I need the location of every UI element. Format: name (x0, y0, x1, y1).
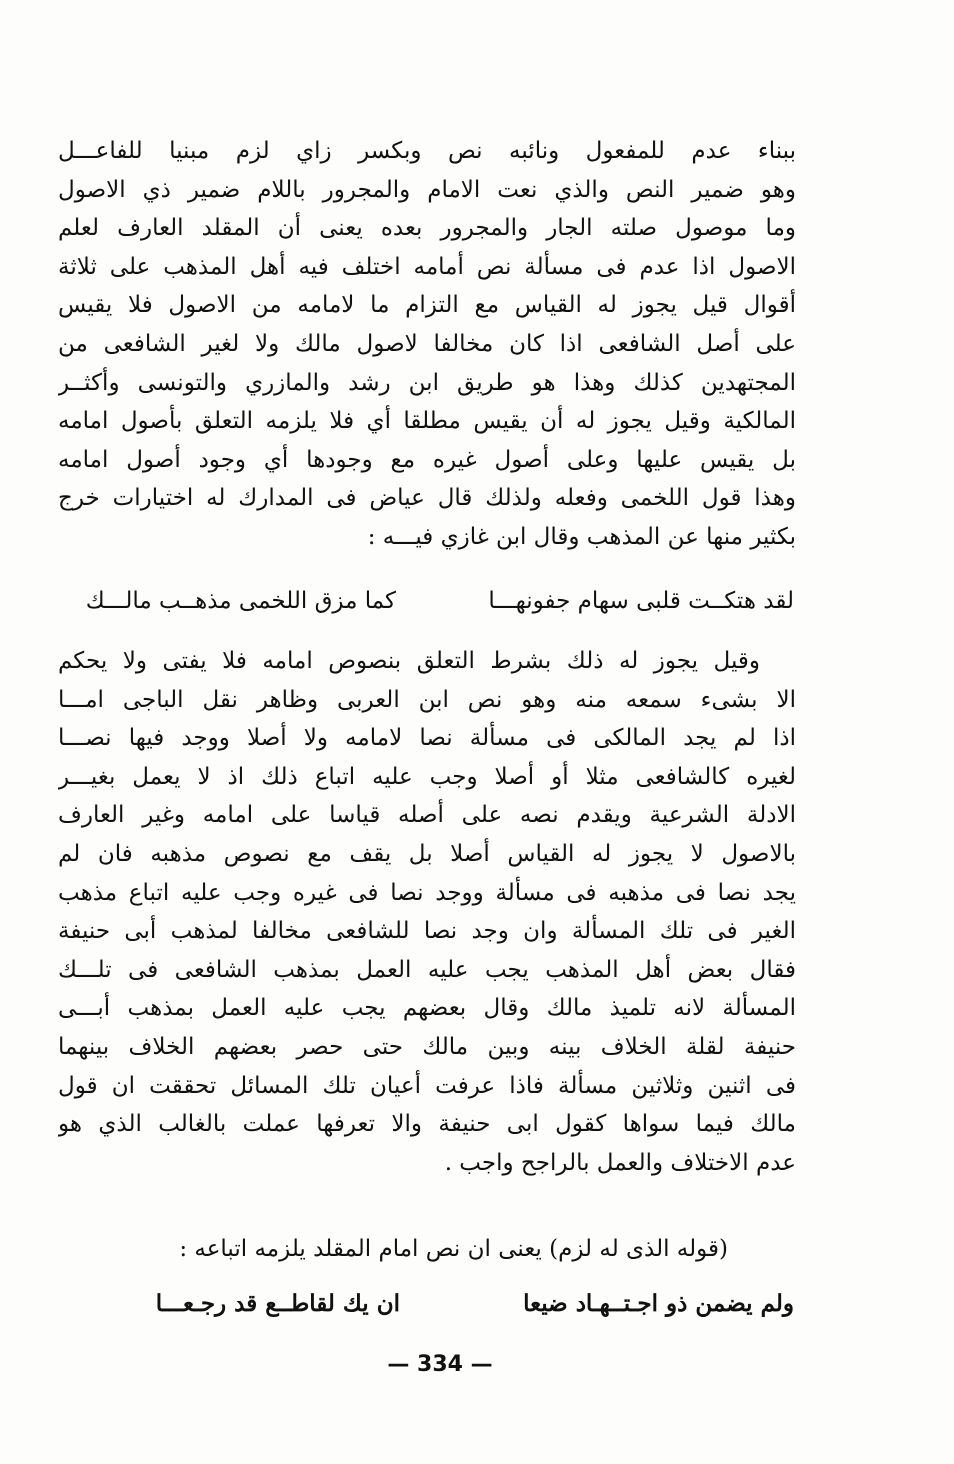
text-line: الا بشىء سمعه منه وهو نص ابن العربى وظاهر نقل الباجى امـــا (58, 686, 796, 713)
verse-2-first-hemistich: ولم يضمن ذو اجـتــهـاد ضيعا (523, 1290, 794, 1317)
verse-1-first-hemistich: لقد هتكــت قلبى سهام جفونهـــا (488, 588, 794, 614)
paragraph-1 (58, 132, 796, 557)
text-line: فى اثنين وثلاثين مسألة فاذا عرفت أعيان تلك المسائل تحققت ان قول (58, 1072, 796, 1099)
text-line: أقوال قيل يجوز له القياس مع التزام ما لامامه من الاصول فلا يقيس (58, 292, 796, 319)
text-line: وهو ضمير النص والذي نعت الامام والمجرور باللام ضمير ذي الاصول (58, 176, 796, 203)
text-line: المسألة لانه تلميذ مالك وقال بعضهم يجب عليه العمل بمذهب أبـــى (58, 995, 796, 1022)
quote-line: (قوله الذى له لزم) يعنى ان نص امام المقلد يلزمه اتباعه : (179, 1236, 728, 1262)
text-line: ببناء عدم للمفعول ونائبه نص وبكسر زاي لزم مبنيا للفاعـــل (58, 138, 796, 164)
text-line: بالاصول لا يجوز له القياس أصلا بل يقف مع نصوص مذهبه فان لم (58, 840, 796, 867)
text-line: الاصول اذا عدم فى مسألة نص أمامه اختلف فيه أهل المذهب على ثلاثة (58, 253, 796, 280)
verse-2-second-hemistich: ان يك لقاطــع قد رجـعـــا (155, 1290, 400, 1317)
text-line: الادلة الشرعية ويقدم نصه على أصله قياسا على امامه وغير العارف (58, 802, 796, 829)
text-line: فقال بعض أهل المذهب يجب عليه العمل بمذهب الشافعى فى تلـــك (58, 956, 796, 983)
text-line: بل يقيس عليها وعلى أصول غيره مع وجودها أي وجود أصول امامه (58, 446, 796, 473)
text-line: وما موصول صلته الجار والمجرور بعده يعنى أن المقلد العارف لعلم (58, 215, 796, 242)
text-line: على أصل الشافعى اذا كان مخالفا لاصول مالك ولا لغير الشافعى من (58, 330, 796, 357)
text-line: بكثير منها عن المذهب وقال ابن غازي فيـــه : (367, 523, 796, 550)
text-line: وقيل يجوز له ذلك بشرط التعلق بنصوص امامه فلا يفتى ولا يحكم (58, 648, 760, 674)
text-line: المالكية وقيل يجوز له أن يقيس مطلقا أي فلا يلزمه التعلق بأصول امامه (58, 408, 796, 435)
text-line: وهذا قول اللخمى وفعله ولذلك قال عياض فى المدارك له اختيارات خرج (58, 485, 796, 512)
paragraph-2 (58, 642, 796, 1182)
text-line: حنيفة لقلة الخلاف بينه وبين مالك حتى حصر بعضهم الخلاف بينهما (58, 1033, 796, 1060)
page-number: — 334 — (387, 1352, 493, 1377)
text-line: مالك فيما سواها كقول ابى حنيفة والا تعرفها عملت بالغالب الذي هو (58, 1111, 796, 1138)
verse-1-second-hemistich: كما مزق اللخمى مذهــب مالـــك (85, 588, 396, 614)
text-line: يجد نصا فى مذهبه فى مسألة ووجد نصا فى غيره وجب عليه اتباع مذهب (58, 879, 796, 906)
text-line: الغير فى تلك المسألة وان وجد نصا للشافعى مخالفا لمذهب أبى حنيفة (58, 918, 796, 945)
text-line: اذا لم يجد المالكى فى مسألة نصا لامامه ولا أصلا ووجد فيها نصـــا (58, 725, 796, 752)
text-line: لغيره كالشافعى مثلا أو أصلا وجب عليه اتباع ذلك اذ لا يعمل بغيـــر (58, 763, 796, 790)
text-line: المجتهدين كذلك وهذا هو طريق ابن رشد والمازري والتونسى وأكثــر (58, 369, 796, 396)
text-line: عدم الاختلاف والعمل بالراجح واجب . (444, 1149, 796, 1176)
